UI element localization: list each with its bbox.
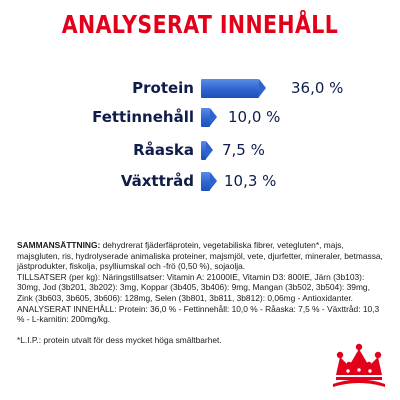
- analysis-paragraph: [17, 304, 383, 325]
- nutrient-value-ash: 7,5 %: [222, 141, 265, 159]
- nutrient-bar-ash: [201, 141, 206, 160]
- analysis-heading: ANALYSERAT INNEHÅLL:: [17, 303, 117, 314]
- composition-paragraph: [17, 240, 383, 272]
- nutrient-bar-protein: [201, 79, 259, 98]
- composition-text: dehydrerat fjäderfäprotein, vegetabiliska fibrer, vetegluten*, majs, majsgluten, ris, hydrolyserade animaliska proteiner, majsmjöl, vete, djurfetter, mineraler, betmassa, jästprodukter, fiskolja, psylliumskal och -frö (0,50 %), sojaolja.: [17, 240, 383, 272]
- nutrient-label-ash: Råaska: [133, 141, 194, 159]
- nutrient-value-fat: 10,0 %: [228, 108, 281, 126]
- nutrient-label-protein: Protein: [132, 79, 194, 97]
- analysis-text: Protein: 36,0 % - Fettinnehåll: 10,0 % - Råaska: 7,5 % - Växttråd: 10,3 % - L-karnitin: 200mg/kg.: [17, 303, 380, 325]
- composition-block: [17, 240, 383, 345]
- additives-paragraph: [17, 272, 383, 304]
- nutrient-value-fiber: 10,3 %: [224, 172, 277, 190]
- nutrient-bar-fiber: [201, 172, 210, 191]
- composition-heading: SAMMANSÄTTNING:: [17, 240, 101, 250]
- nutrient-label-fiber: Växttråd: [120, 172, 194, 190]
- additives-text: (per kg): Näringstillsatser: Vitamin A: 21000IE, Vitamin D3: 800IE, Järn (3b103): 30mg, Jod (3b201, 3b202): 3mg, Koppar (3b405, 3b406): 9mg, Mangan (3b502, 3b504): 39mg, Zink (3b603, 3b605, 3b606): 128mg, Selen (3b801, 3b811, 3b812): 0,06mg - Antioxidanter.: [17, 271, 370, 303]
- page-title: ANALYSERAT INNEHÅLL: [61, 10, 339, 39]
- nutrient-value-protein: 36,0 %: [291, 79, 344, 97]
- crown-logo-icon: [330, 335, 388, 390]
- nutrient-label-fat: Fettinnehåll: [92, 108, 194, 126]
- nutrient-bar-fat: [201, 108, 210, 127]
- additives-heading: TILLSATSER: [17, 271, 67, 282]
- footnote: *L.I.P.: protein utvalt för dess mycket höga smältbarhet.: [17, 334, 222, 345]
